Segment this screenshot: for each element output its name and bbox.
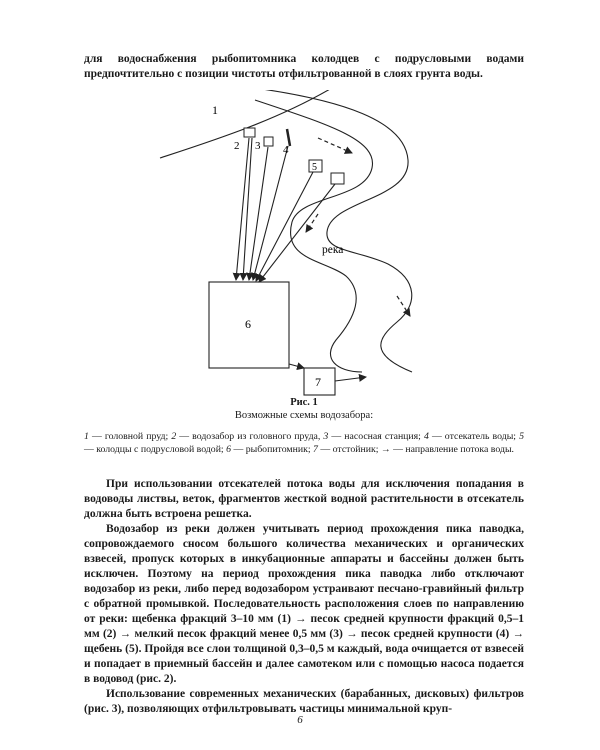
legend-text: — насосная станция; [328,431,424,442]
body-paragraph: При использовании отсекателей потока воды для исключения попадания в водоводы листвы, веток, фрагментов жесткой водной растительности в отсекатель должна быть встроена решетка. [84,478,524,520]
river-label: река [322,244,344,256]
caption-subtitle: Возможные схемы водозабора: [234,410,374,421]
legend-num: 4 [423,431,429,442]
head-pond-shore [160,90,345,158]
legend-text: — водозабор из головного пруда, [176,431,324,442]
legend-text: — головной пруд; [88,431,172,442]
label-1: 1 [212,103,218,117]
caption-title: Рис. 1 [290,397,318,408]
label-6: 6 [245,317,251,331]
water-intake-diagram [0,90,600,400]
body-paragraph: Водозабор из реки должен учитывать период прохождения пика паводка, сопровождаемого сносом большого количества механических и органических взвесей, пропуск которых в инкубационные аппараты и бассейны должен быть исключен. Поэтому на период прохождения пика паводка либо отключают водозабор из реки, либо перед водозабором устраивают песчано-гравийный фильтр с обратной промывкой. Последовательность расположения слоев по направлению от реки: щебенка фракций 3–10 мм (1) → песок средней крупности фракций 0,5–1 мм (2) → мелкий песок фракций менее 0,5 мм (3) → песок средней крупности (4) → щебень (5). Пройдя все слои толщиной 0,3–0,5 м каждый, вода очищается от взвесей и попадает в приемный бассейн и далее самотеком или с помощью насоса подается в водовод (рис. 2). [84,523,524,685]
figure-caption [84,396,524,422]
label-2: 2 [234,140,240,152]
page-number: 6 [297,714,303,726]
well-5b-box [331,173,344,184]
label-5: 5 [312,162,317,173]
legend-num: 1 [84,431,89,442]
legend-text: — отстойник; → — направление потока воды. [317,444,515,455]
intake-2-box [244,128,255,137]
legend-text: — колодцы с подрусловой водой; [84,444,227,455]
legend-num: 6 [226,444,232,455]
label-3: 3 [255,140,261,152]
flow-arrow [318,138,352,153]
pump-station-3-box [264,137,273,146]
label-4: 4 [283,144,289,156]
intro-paragraph: для водоснабжения рыбопитомника колодцев с подрусловыми водами предпочтительно с позиции чистоты отфильтрованной в слоях грунта воды. [84,53,524,80]
flow-arrow [306,214,318,232]
discharge-line [289,364,304,368]
body-paragraph: Использование современных механических (барабанных, дисковых) фильтров (рис. 3), позволяющих отфильтровывать частицы минимальной круп- [84,688,524,715]
figure-legend [84,430,524,456]
body-text [84,477,524,717]
supply-arrow [256,172,313,281]
label-7: 7 [315,375,321,389]
return-arrow [335,377,366,381]
flow-arrow [397,296,410,316]
supply-arrow [259,184,335,282]
legend-num: 7 [313,444,318,455]
legend-text: — отсекатель воды; [428,431,520,442]
legend-text: — рыбопитомник; [231,444,314,455]
legend-num: 5 [519,431,524,442]
legend-num: 2 [171,431,177,442]
legend-num: 3 [323,431,329,442]
